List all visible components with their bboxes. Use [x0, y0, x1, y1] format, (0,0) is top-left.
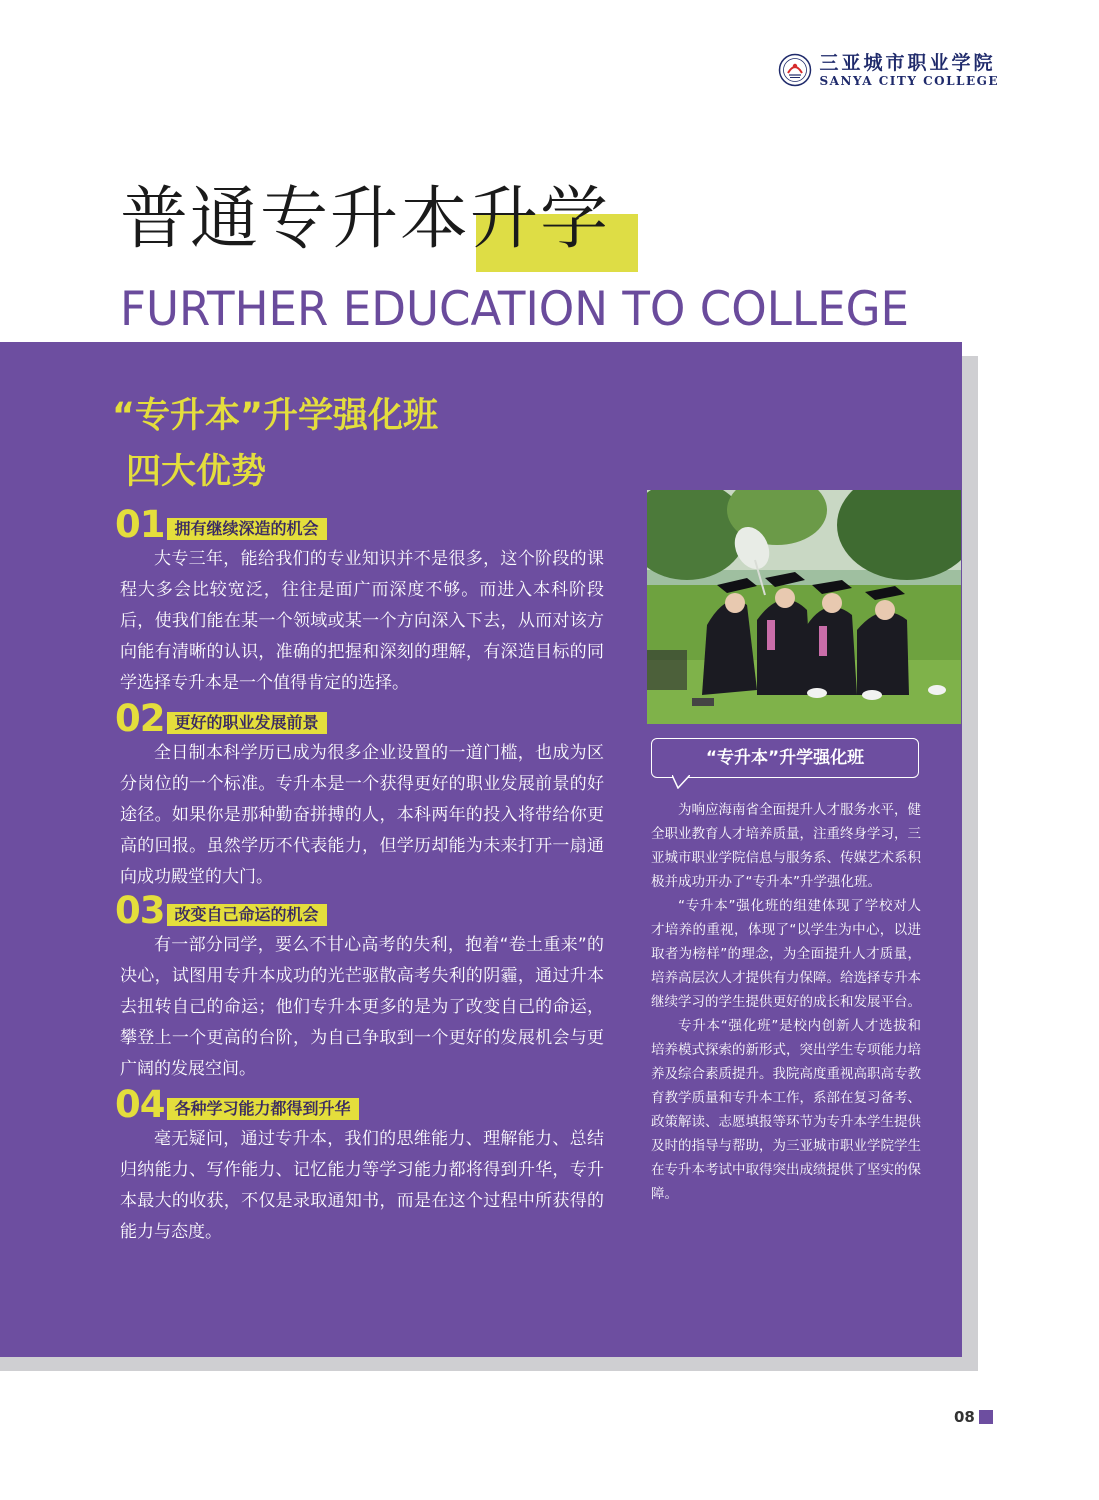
page-subtitle-en: FURTHER EDUCATION TO COLLEGE [120, 282, 910, 337]
graduates-photo-illustration [647, 490, 961, 724]
page-title: 普通专升本升学 [120, 180, 611, 259]
item-tag: 改变自己命运的机会 [167, 904, 327, 926]
page-number [954, 1408, 993, 1426]
sidebar-paragraph: “专升本”强化班的组建体现了学校对人才培养的重视，体现了“以学生为中心，以进取者为榜样”的理念，为全面提升人才质量，培养高层次人才提供有力保障。给选择专升本继续学习的学生提供更好的成长和发展平台。 [651, 898, 921, 1010]
item-tag: 拥有继续深造的机会 [167, 518, 327, 540]
college-logo [778, 52, 1000, 88]
sidebar-title-bubble: “专升本”升学强化班 [651, 738, 919, 778]
item-number: 04 [115, 1083, 165, 1126]
sidebar-paragraph: 为响应海南省全面提升人才服务水平，健全职业教育人才培养质量，注重终身学习，三亚城市职业学院信息与服务系、传媒艺术系积极并成功开办了“专升本”升学强化班。 [651, 802, 921, 890]
item-number: 03 [115, 889, 165, 932]
page-number-text: 08 [954, 1408, 975, 1426]
item-text: 毫无疑问，通过专升本，我们的思维能力、理解能力、总结归纳能力、写作能力、记忆能力等学习能力都将得到升华，专升本最大的收获，不仅是录取通知书，而是在这个过程中所获得的能力与态度。 [120, 1129, 604, 1242]
college-emblem-icon [778, 53, 812, 87]
section-title-line2: 四大优势 [126, 452, 267, 492]
sidebar-text [651, 798, 921, 1206]
advantage-item [115, 1083, 604, 1248]
advantage-item [115, 697, 604, 893]
page-marker-square-icon [979, 1410, 993, 1424]
logo-name-en: SANYA CITY COLLEGE [819, 74, 999, 88]
item-tag: 各种学习能力都得到升华 [167, 1098, 359, 1120]
item-text: 有一部分同学，要么不甘心高考的失利，抱着“卷土重来”的决心，试图用专升本成功的光芒驱散高考失利的阴霾，通过升本去扭转自己的命运；他们专升本更多的是为了改变自己的命运，攀登上一个更高的台阶，为自己争取到一个更好的发展机会与更广阔的发展空间。 [120, 935, 604, 1079]
advantage-item [115, 889, 604, 1085]
sidebar-paragraph: 专升本“强化班”是校内创新人才选拔和培养模式探索的新形式，突出学生专项能力培养及综合素质提升。我院高度重视高职高专教育教学质量和专升本工作，系部在复习备考、政策解读、志愿填报等环节为专升本学生提供及时的指导与帮助，为三亚城市职业学院学生在专升本考试中取得突出成绩提供了坚实的保障。 [651, 1018, 921, 1202]
speech-bubble-tail-icon [672, 775, 690, 789]
item-number: 02 [115, 697, 165, 740]
item-tag: 更好的职业发展前景 [167, 712, 327, 734]
graduates-photo [647, 490, 961, 724]
logo-name-cn: 三亚城市职业学院 [819, 52, 996, 74]
section-title [112, 388, 438, 500]
item-number: 01 [115, 503, 165, 546]
advantage-item [115, 503, 604, 699]
item-text: 大专三年，能给我们的专业知识并不是很多，这个阶段的课程大多会比较宽泛，往往是面广而深度不够。而进入本科阶段后，使我们能在某一个领域或某一个方向深入下去，从而对该方向能有清晰的认识，准确的把握和深刻的理解，有深造目标的同学选择专升本是一个值得肯定的选择。 [120, 549, 604, 693]
item-text: 全日制本科学历已成为很多企业设置的一道门槛，也成为区分岗位的一个标准。专升本是一个获得更好的职业发展前景的好途径。如果你是那种勤奋拼搏的人，本科两年的投入将带给你更高的回报。虽然学历不代表能力，但学历却能为未来打开一扇通向成功殿堂的大门。 [120, 743, 604, 887]
section-title-line1: “专升本”升学强化班 [112, 396, 439, 436]
